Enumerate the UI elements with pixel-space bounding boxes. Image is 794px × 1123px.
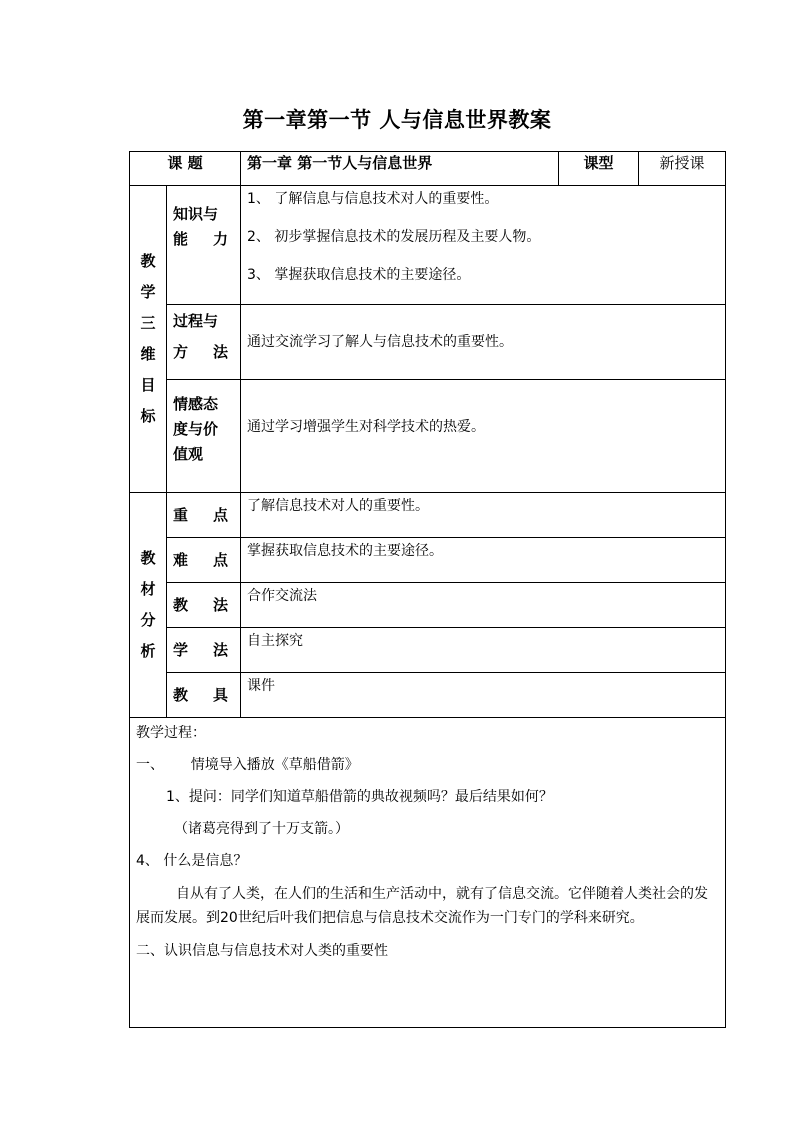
- knowledge-content: [241, 186, 726, 305]
- teaching-process-row: [130, 718, 726, 1028]
- analysis-group-char: 分: [140, 611, 156, 629]
- teaching-method-label: [167, 583, 241, 628]
- difficulty-label: [167, 538, 241, 583]
- knowledge-label-line1: 知识与: [173, 205, 219, 223]
- learning-method-label: [167, 628, 241, 673]
- goals-group-char: 标: [140, 407, 156, 425]
- analysis-row: [130, 583, 726, 628]
- process-label-char: 方: [173, 343, 189, 361]
- knowledge-item: 2、 初步掌握信息技术的发展历程及主要人物。: [247, 229, 541, 245]
- process-label-line2: [173, 334, 236, 365]
- goals-group-char: 目: [140, 376, 156, 394]
- emotion-label-line3: 值观: [173, 445, 204, 463]
- process-step-1: 一、 情境导入播放《草船借箭》: [136, 757, 359, 773]
- lesson-type-value: 新授课: [639, 152, 726, 186]
- teaching-aids-value: 课件: [241, 673, 726, 718]
- knowledge-item: 1、 了解信息与信息技术对人的重要性。: [247, 191, 499, 207]
- lesson-type-label: 课型: [559, 152, 639, 186]
- knowledge-label-char: 能: [173, 230, 189, 248]
- goal-emotion-row: [130, 380, 726, 493]
- goals-group-label: [130, 186, 167, 493]
- process-paragraph: 自从有了人类，在人们的生活和生产活动中，就有了信息交流。它伴随着人类社会的发展而发展。到20世纪后叶我们把信息与信息技术交流作为一门专门的学科来研究。: [136, 886, 708, 926]
- topic-value: 第一章 第一节人与信息世界: [241, 152, 559, 186]
- analysis-group-char: 教: [140, 549, 156, 567]
- goal-knowledge-row: [130, 186, 726, 305]
- difficulty-char: 点: [213, 550, 229, 569]
- goals-group-char: 学: [140, 283, 156, 301]
- key-point-value: 了解信息技术对人的重要性。: [241, 493, 726, 538]
- analysis-row: [130, 628, 726, 673]
- goals-group-char: 教: [140, 252, 156, 270]
- goals-group-char: 维: [140, 345, 156, 363]
- knowledge-label-line2: [173, 227, 236, 252]
- analysis-row: [130, 493, 726, 538]
- goal-process-row: [130, 305, 726, 380]
- process-answer-1: （诸葛亮得到了十万支箭。）: [174, 821, 349, 837]
- process-question-1: 1、提问：同学们知道草船借箭的典故视频吗？最后结果如何？: [166, 789, 553, 805]
- emotion-label: [167, 380, 241, 493]
- teaching-method-char: 教: [173, 595, 189, 614]
- analysis-row: [130, 538, 726, 583]
- process-step-2: 二、认识信息与信息技术对人类的重要性: [136, 943, 388, 959]
- process-label-line1: 过程与: [173, 312, 219, 330]
- key-point-char: 重: [173, 505, 189, 524]
- emotion-label-line2: 度与价: [173, 420, 219, 438]
- goals-group-char: 三: [140, 314, 156, 332]
- process-label-char: 法: [213, 343, 229, 361]
- process-content: 通过交流学习了解人与信息技术的重要性。: [241, 305, 726, 380]
- process-label: [167, 305, 241, 380]
- teaching-process-content: [130, 718, 726, 1028]
- difficulty-char: 难: [173, 550, 189, 569]
- emotion-content: 通过学习增强学生对科学技术的热爱。: [241, 380, 726, 493]
- process-heading: 教学过程：: [136, 725, 206, 741]
- topic-label: 课 题: [130, 152, 241, 186]
- learning-method-value: 自主探究: [241, 628, 726, 673]
- difficulty-value: 掌握获取信息技术的主要途径。: [241, 538, 726, 583]
- knowledge-label: [167, 186, 241, 305]
- teaching-aids-char: 教: [173, 685, 189, 704]
- analysis-row: [130, 673, 726, 718]
- key-point-char: 点: [213, 505, 229, 524]
- analysis-group-char: 析: [140, 642, 156, 660]
- process-question-4: 4、 什么是信息？: [136, 853, 248, 869]
- page-title: 第一章第一节 人与信息世界教案: [242, 108, 552, 132]
- teaching-aids-char: 具: [213, 685, 229, 704]
- analysis-group-label: [130, 493, 167, 718]
- knowledge-item: 3、 掌握获取信息技术的主要途径。: [247, 267, 471, 283]
- lesson-plan-table: [129, 151, 726, 1028]
- teaching-aids-label: [167, 673, 241, 718]
- teaching-method-char: 法: [213, 595, 229, 614]
- header-row: [130, 152, 726, 186]
- teaching-method-value: 合作交流法: [241, 583, 726, 628]
- knowledge-label-char: 力: [213, 230, 229, 248]
- analysis-group-char: 材: [140, 580, 156, 598]
- key-point-label: [167, 493, 241, 538]
- learning-method-char: 学: [173, 640, 189, 659]
- emotion-label-line1: 情感态: [173, 395, 219, 413]
- learning-method-char: 法: [213, 640, 229, 659]
